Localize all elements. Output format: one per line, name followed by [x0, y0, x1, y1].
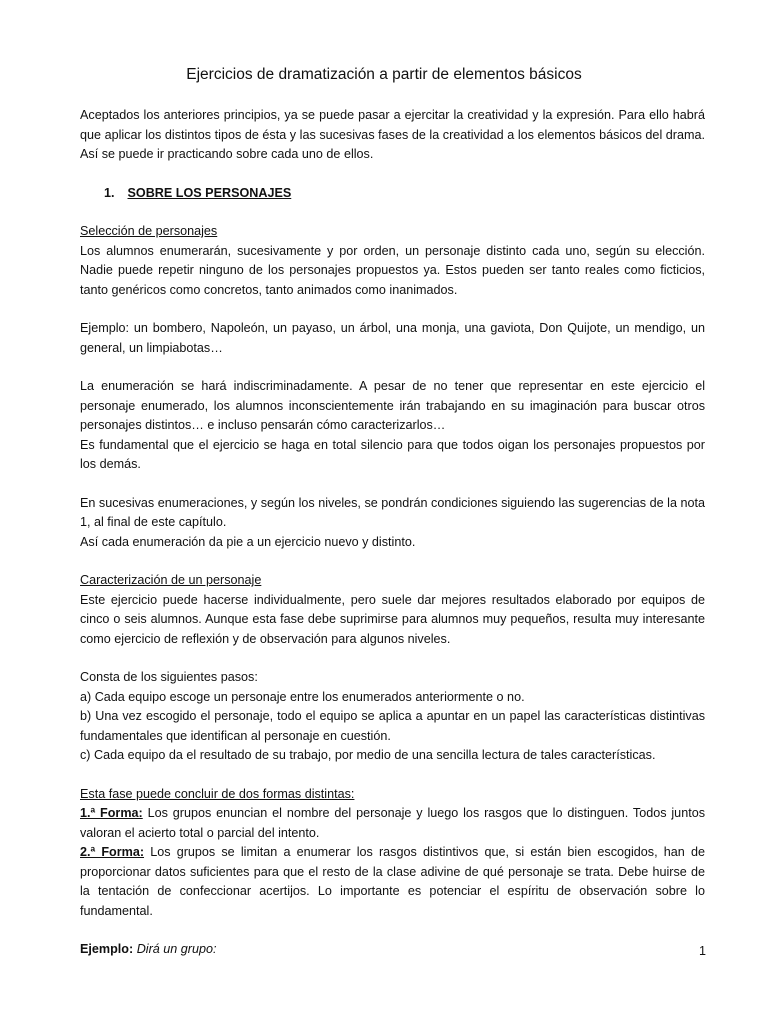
ejemplo-line: [80, 940, 705, 960]
seleccion-paragraph-1: Los alumnos enumerarán, sucesivamente y por orden, un personaje distinto cada uno, según su elección. Nadie puede repetir ninguno de los personajes propuestos ya. Estos pueden ser tanto reales como ficticios, tanto genéricos como concretos, tanto animados como inanimados.: [80, 243, 705, 297]
step-a: a) Cada equipo escoge un personaje entre los enumerados anteriormente o no.: [80, 689, 525, 704]
ejemplo-label: Ejemplo:: [80, 942, 134, 956]
forma-2-label: 2.ª Forma:: [80, 845, 145, 859]
forma-1-text: Los grupos enuncian el nombre del personaje y luego los rasgos que lo distinguen. Todos juntos valoran el acierto total o parcial del intento.: [80, 806, 705, 840]
subheading-caracterizacion: Caracterización de un personaje: [80, 573, 262, 587]
page-title: Ejercicios de dramatización a partir de elementos básicos: [186, 66, 582, 83]
seleccion-paragraph-4: Es fundamental que el ejercicio se haga en total silencio para que todos oigan los personajes propuestos por los demás.: [80, 437, 705, 471]
section-title: SOBRE LOS PERSONAJES: [127, 185, 292, 200]
document-body: [80, 106, 705, 960]
forma-1: [80, 804, 705, 843]
seleccion-paragraph-6: Así cada enumeración da pie a un ejercicio nuevo y distinto.: [80, 534, 416, 549]
ejemplo-text: Dirá un grupo:: [136, 942, 217, 956]
page-number: 1: [698, 944, 706, 958]
section-heading: [80, 184, 705, 204]
section-number: 1.: [104, 185, 115, 200]
seleccion-paragraph-5: En sucesivas enumeraciones, y según los niveles, se pondrán condiciones siguiendo las sugerencias de la nota 1, al final de este capítulo.: [80, 495, 705, 529]
subheading-seleccion: Selección de personajes: [80, 224, 218, 238]
forma-1-label: 1.ª Forma:: [80, 806, 143, 820]
subheading-formas: Esta fase puede concluir de dos formas distintas:: [80, 786, 355, 801]
seleccion-example: Ejemplo: un bombero, Napoleón, un payaso, un árbol, una monja, una gaviota, Don Quijote, un mendigo, un general, un limpiabotas…: [80, 321, 705, 355]
step-c: c) Cada equipo da el resultado de su trabajo, por medio de una sencilla lectura de tales características.: [80, 748, 656, 762]
forma-2-text: Los grupos se limitan a enumerar los rasgos distintivos que, si están bien escogidos, han de proporcionar datos suficientes para que el resto de la clase adivine de qué personaje se trata. Debe huirse de la tentación de confeccionar acertijos. Lo importante es potenciar el espíritu de observación sobre lo fundamental.: [80, 845, 705, 918]
steps-intro: Consta de los siguientes pasos:: [80, 670, 258, 684]
forma-2: [80, 843, 705, 921]
step-b: b) Una vez escogido el personaje, todo el equipo se aplica a apuntar en un papel las características distintivas fundamentales que identifican al personaje en cuestión.: [80, 709, 705, 743]
caracterizacion-paragraph-1: Este ejercicio puede hacerse individualmente, pero suele dar mejores resultados elaborado por equipos de cinco o seis alumnos. Aunque esta fase debe suprimirse para alumnos muy pequeños, resulta muy interesante como ejercicio de reflexión y de observación para algunos niveles.: [80, 592, 705, 646]
intro-paragraph: Aceptados los anteriores principios, ya se puede pasar a ejercitar la creatividad y la expresión. Para ello habrá que aplicar los distintos tipos de ésta y las sucesivas fases de la creatividad a los elementos básicos del drama. Así se puede ir practicando sobre cada uno de ellos.: [80, 108, 705, 161]
seleccion-paragraph-3: La enumeración se hará indiscriminadamente. A pesar de no tener que representar en este ejercicio el personaje enumerado, los alumnos inconscientemente irán trabajando en su imaginación para buscar otros personajes distintos… e incluso pensarán cómo caracterizarlos…: [80, 379, 705, 432]
